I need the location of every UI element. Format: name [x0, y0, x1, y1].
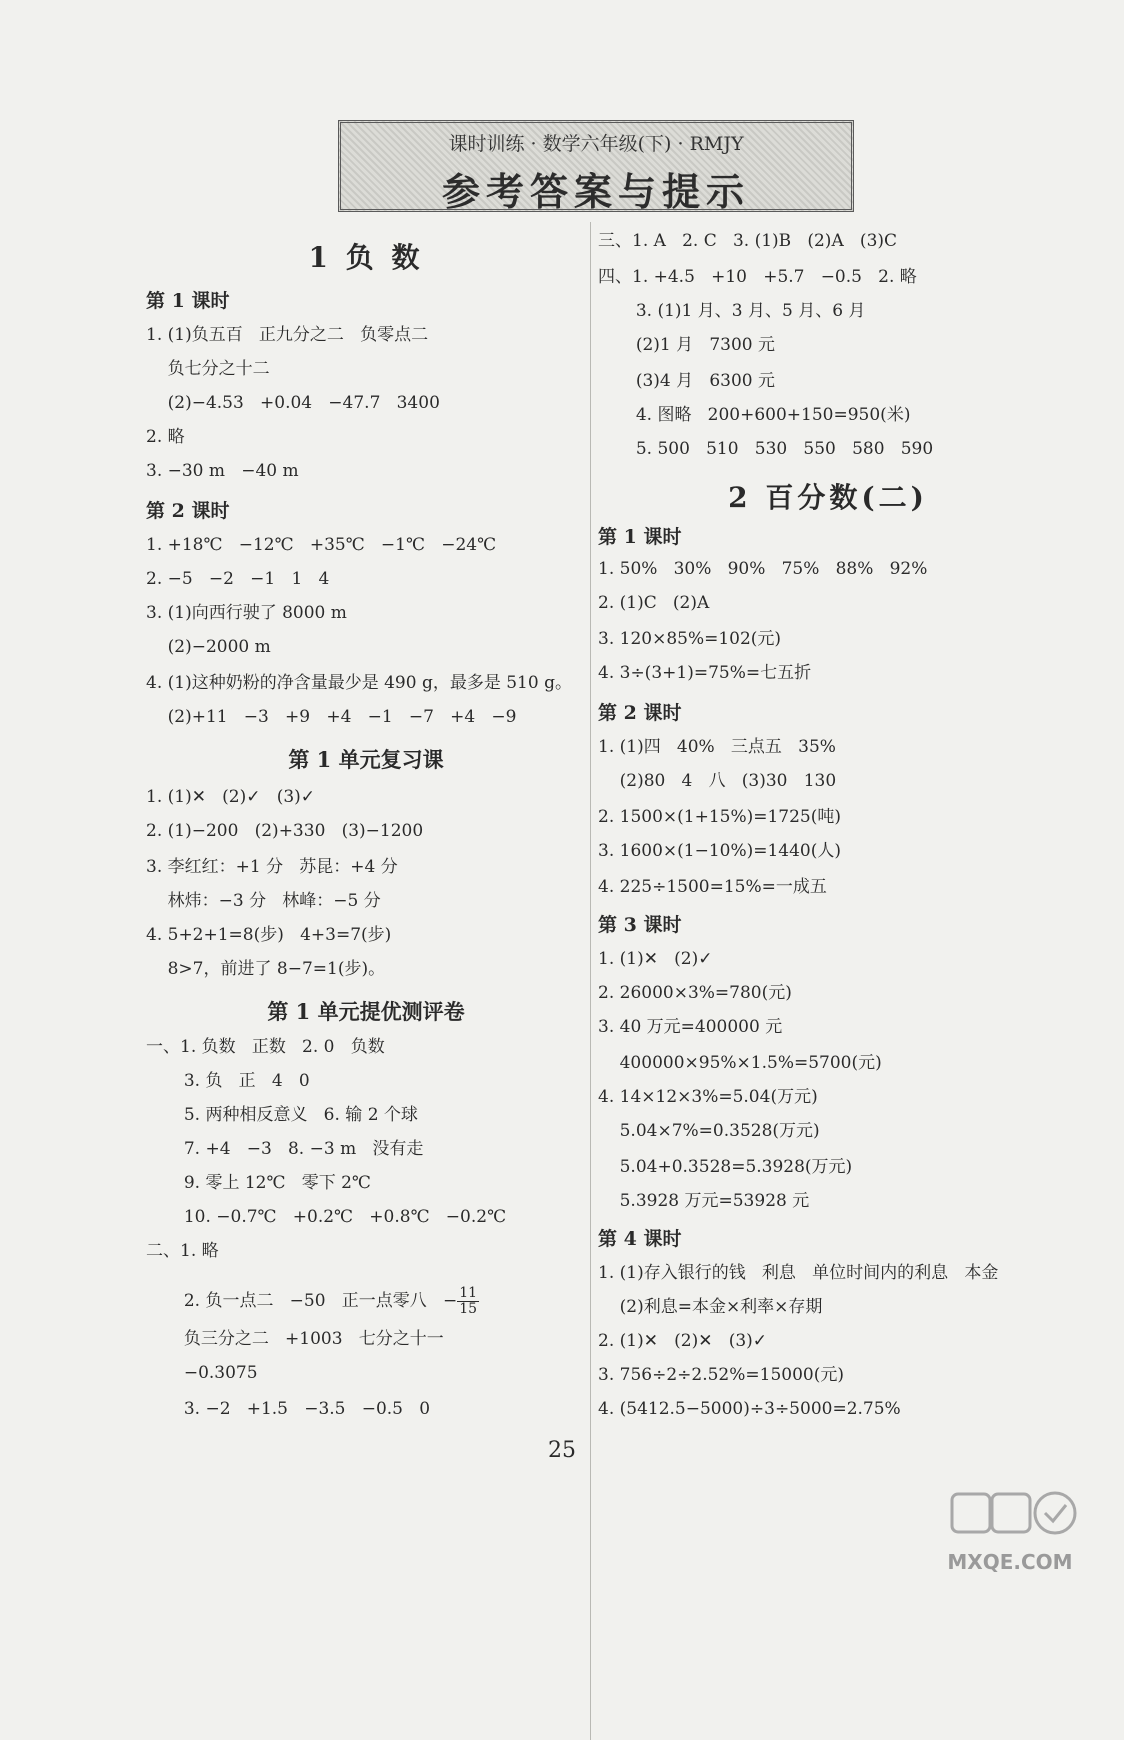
- answer-line: 二、1. 略: [146, 1241, 219, 1261]
- answer-line: 2. 26000×3%=780(元): [598, 983, 792, 1003]
- answer-line: 10. −0.7℃ +0.2℃ +0.8℃ −0.2℃: [146, 1207, 507, 1227]
- answer-line: 2. 略: [146, 427, 185, 447]
- answer-line: (2)+11 −3 +9 +4 −1 −7 +4 −9: [146, 707, 517, 727]
- answer-line: 3. (1)1 月、3 月、5 月、6 月: [598, 301, 866, 321]
- watermark-text: MXQE.COM: [947, 1550, 1073, 1574]
- answer-line: 7. +4 −3 8. −3 m 没有走: [146, 1139, 424, 1159]
- answer-line: 3. −30 m −40 m: [146, 461, 299, 481]
- header-title: 参考答案与提示: [441, 169, 750, 214]
- answer-line: 1. 50% 30% 90% 75% 88% 92%: [598, 559, 928, 579]
- lesson-title: 第 1 课时: [598, 526, 682, 548]
- answer-line: 4. 14×12×3%=5.04(万元): [598, 1087, 818, 1107]
- answer-line: 林炜：−3 分 林峰：−5 分: [146, 891, 381, 911]
- lesson-title: 第 2 课时: [598, 702, 682, 724]
- answer-line: 4. 图略 200+600+150=950(米): [598, 405, 911, 425]
- answer-line: 2. (1)✕ (2)✕ (3)✓: [598, 1331, 768, 1351]
- answer-line: 3. 40 万元=400000 元: [598, 1017, 783, 1037]
- answer-line: 5.04×7%=0.3528(万元): [598, 1121, 820, 1141]
- answer-line: 1. (1)✕ (2)✓ (3)✓: [146, 787, 316, 807]
- header-banner: [338, 120, 854, 212]
- lesson-title: 第 2 课时: [146, 500, 230, 522]
- answer-line: 3. 756÷2÷2.52%=15000(元): [598, 1365, 844, 1385]
- answer-line: 负七分之十二: [146, 359, 270, 379]
- lesson-title: 第 4 课时: [598, 1228, 682, 1250]
- answer-line: 9. 零上 12℃ 零下 2℃: [146, 1173, 371, 1193]
- answer-line: 3. (1)向西行驶了 8000 m: [146, 603, 347, 623]
- answer-line: 三、1. A 2. C 3. (1)B (2)A (3)C: [598, 231, 898, 251]
- answer-line: 4. 3÷(3+1)=75%=七五折: [598, 663, 812, 683]
- answer-line: 3. −2 +1.5 −3.5 −0.5 0: [146, 1399, 431, 1419]
- lesson-title: 第 1 课时: [146, 290, 230, 312]
- answer-line: (3)4 月 6300 元: [598, 371, 776, 391]
- unit2-title: 2 百分数(二): [728, 481, 928, 514]
- answer-line: (2)−4.53 +0.04 −47.7 3400: [146, 393, 440, 413]
- answer-line: 5.04+0.3528=5.3928(万元): [598, 1157, 853, 1177]
- page-number: 25: [548, 1438, 576, 1463]
- answer-line: 5. 两种相反意义 6. 输 2 个球: [146, 1105, 418, 1125]
- answer-line: 2. 1500×(1+15%)=1725(吨): [598, 807, 842, 827]
- answer-line-fraction: [146, 1286, 479, 1317]
- answer-line: 3. 1600×(1−10%)=1440(人): [598, 841, 842, 861]
- header-subtitle: 课时训练 · 数学六年级(下) · RMJY: [448, 133, 744, 155]
- answer-line: (2)80 4 八 (3)30 130: [598, 771, 837, 791]
- column-divider: [590, 222, 591, 1740]
- review-title: 第 1 单元复习课: [288, 747, 444, 772]
- fraction-denominator: 15: [459, 1301, 478, 1317]
- answer-text: 2. 负一点二 −50 正一点零八 −: [146, 1291, 458, 1311]
- answer-line: 1. (1)负五百 正九分之二 负零点二: [146, 325, 429, 345]
- answer-line: 2. (1)C (2)A: [598, 593, 710, 613]
- answer-line: (2)1 月 7300 元: [598, 335, 776, 355]
- answer-line: −0.3075: [146, 1363, 258, 1383]
- answer-line: 3. 李红红：+1 分 苏昆：+4 分: [146, 857, 398, 877]
- answer-line: 1. +18℃ −12℃ +35℃ −1℃ −24℃: [146, 535, 497, 555]
- answer-line: 四、1. +4.5 +10 +5.7 −0.5 2. 略: [598, 267, 917, 287]
- watermark-icon: [930, 1488, 1090, 1552]
- test-title: 第 1 单元提优测评卷: [267, 999, 465, 1024]
- fraction: [457, 1286, 479, 1317]
- answer-line: 4. 225÷1500=15%=一成五: [598, 877, 827, 897]
- fraction-numerator: 11: [459, 1285, 478, 1301]
- answer-line: 4. (5412.5−5000)÷3÷5000=2.75%: [598, 1399, 901, 1419]
- answer-line: 5. 500 510 530 550 580 590: [598, 439, 934, 459]
- answer-line: (2)利息=本金×利率×存期: [598, 1297, 823, 1317]
- answer-line: 2. −5 −2 −1 1 4: [146, 569, 330, 589]
- answer-line: 4. (1)这种奶粉的净含量最少是 490 g，最多是 510 g。: [146, 673, 572, 693]
- lesson-title: 第 3 课时: [598, 914, 682, 936]
- answer-line: 一、1. 负数 正数 2. 0 负数: [146, 1037, 385, 1057]
- answer-line: 4. 5+2+1=8(步) 4+3=7(步): [146, 925, 392, 945]
- answer-line: (2)−2000 m: [146, 637, 271, 657]
- answer-line: 1. (1)存入银行的钱 利息 单位时间内的利息 本金: [598, 1263, 999, 1283]
- answer-line: 400000×95%×1.5%=5700(元): [598, 1053, 882, 1073]
- answer-line: 1. (1)四 40% 三点五 35%: [598, 737, 836, 757]
- answer-line: 3. 120×85%=102(元): [598, 629, 782, 649]
- answer-line: 1. (1)✕ (2)✓: [598, 949, 713, 969]
- unit1-title: 1 负 数: [308, 241, 424, 274]
- answer-line: 3. 负 正 4 0: [146, 1071, 310, 1091]
- answer-line: 8>7，前进了 8−7=1(步)。: [146, 959, 386, 979]
- answer-line: 2. (1)−200 (2)+330 (3)−1200: [146, 821, 424, 841]
- answer-line: 负三分之二 +1003 七分之十一: [146, 1329, 444, 1349]
- answer-line: 5.3928 万元=53928 元: [598, 1191, 810, 1211]
- watermark-logo: [930, 1488, 1090, 1584]
